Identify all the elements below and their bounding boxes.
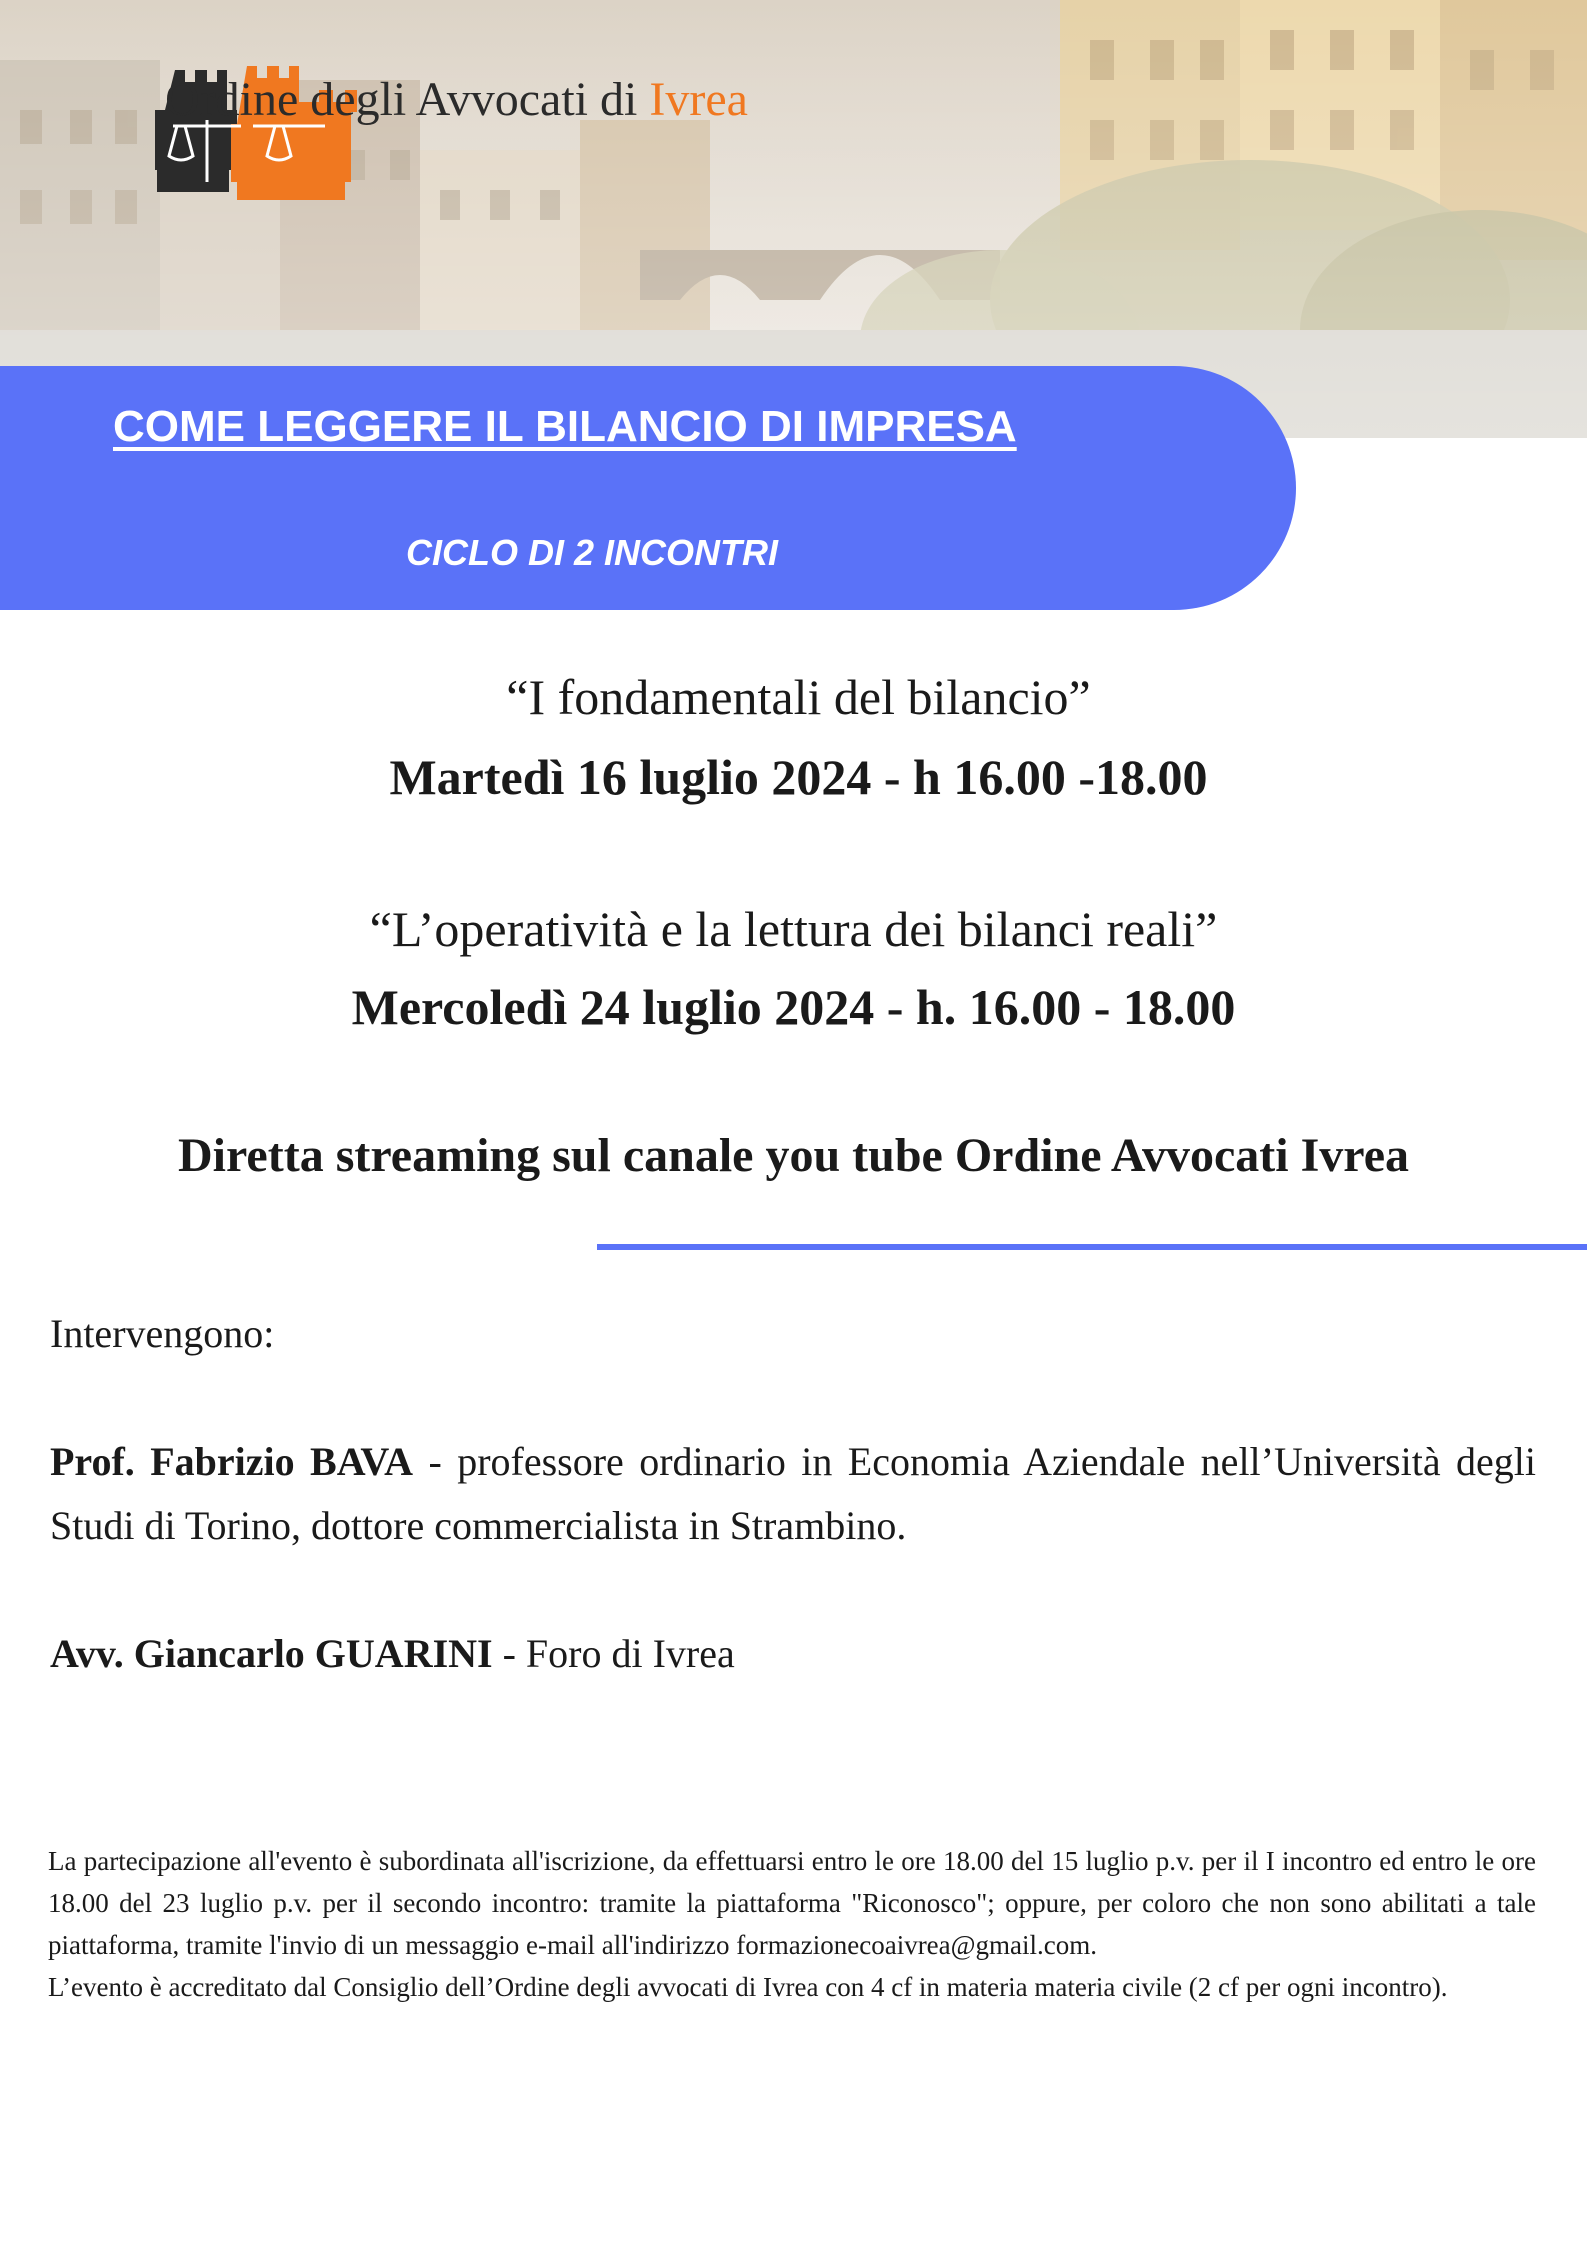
course-subtitle: CICLO DI 2 INCONTRI (406, 532, 779, 573)
speaker-1 (50, 1430, 1536, 1558)
speaker-2 (50, 1622, 1536, 1686)
logo-text-accent: Ivrea (649, 73, 748, 126)
speaker-1-desc: - professore ordinario in Economia Aziendale nell’Università degli Studi di Torino, dottore commercialista in Strambino. (50, 1439, 1536, 1548)
speakers-intro: Intervengono: (50, 1311, 275, 1356)
accreditation-note: L’evento è accreditato dal Consiglio dell’Ordine degli avvocati di Ivrea con 4 cf in materia materia civile (2 cf per ogni incontro). (48, 1972, 1448, 2002)
session-2-title: “L’operatività e la lettura dei bilanci reali” (369, 901, 1218, 957)
logo-text-main: Ordine degli Avvocati di (165, 73, 650, 126)
registration-note: La partecipazione all'evento è subordinata all'iscrizione, da effettuarsi entro le ore 18.00 del 15 luglio p.v. per il I incontro ed entro le ore 18.00 del 23 luglio p.v. per il secondo incontro: tramite la piattaforma "Riconosco"; oppure, per coloro che non sono abilitati a tale piattaforma, tramite l'invio di un messaggio e-mail all'indirizzo formazionecoaivrea@gmail.com. (48, 1846, 1536, 1960)
section-divider (597, 1244, 1587, 1250)
logo-wordmark (165, 72, 748, 127)
speaker-1-name: Prof. Fabrizio BAVA (50, 1439, 414, 1484)
streaming-info: Diretta streaming sul canale you tube Ordine Avvocati Ivrea (177, 1129, 1410, 1182)
event-notes (48, 1840, 1536, 2008)
speaker-2-desc: - Foro di Ivrea (492, 1631, 735, 1676)
session-1-title: “I fondamentali del bilancio” (506, 669, 1091, 725)
speaker-2-name: Avv. Giancarlo GUARINI (50, 1631, 493, 1676)
course-title: COME LEGGERE IL BILANCIO DI IMPRESA (113, 402, 1017, 451)
session-1-date: Martedì 16 luglio 2024 - h 16.00 -18.00 (389, 749, 1208, 805)
session-2-date: Mercoledì 24 luglio 2024 - h. 16.00 - 18.00 (351, 979, 1236, 1035)
